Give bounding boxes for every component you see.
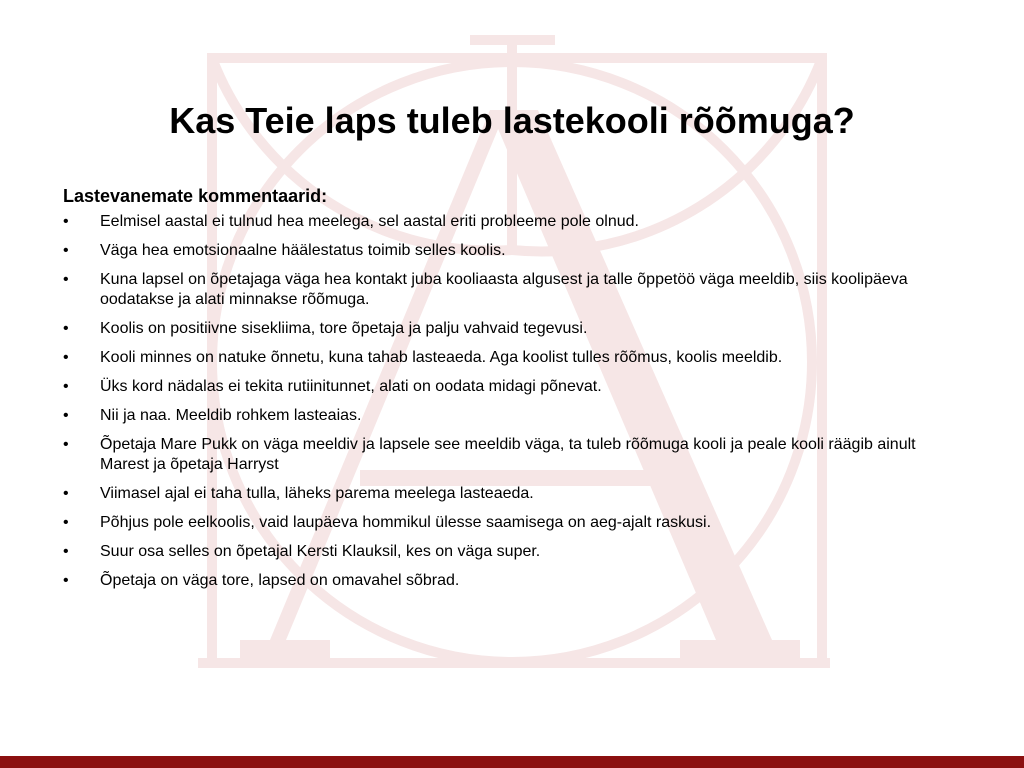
- comment-text: Üks kord nädalas ei tekita rutiinitunnet, alati on oodata midagi põnevat.: [100, 378, 602, 395]
- comment-item: [63, 348, 963, 368]
- comment-text: Viimasel ajal ei taha tulla, läheks parema meelega lasteaeda.: [100, 485, 534, 502]
- comments-subheading: Lastevanemate kommentaarid:: [63, 186, 328, 206]
- comment-item: [63, 435, 963, 475]
- comment-text: Nii ja naa. Meeldib rohkem lasteaias.: [100, 407, 362, 424]
- comment-text: Koolis on positiivne sisekliima, tore õpetaja ja palju vahvaid tegevusi.: [100, 320, 588, 337]
- bullet-icon: •: [63, 349, 69, 366]
- bullet-icon: •: [63, 543, 69, 560]
- slide-title: Kas Teie laps tuleb lastekooli rõõmuga?: [169, 100, 855, 142]
- bullet-icon: •: [63, 378, 69, 395]
- bullet-icon: •: [63, 242, 69, 259]
- comment-text: Põhjus pole eelkoolis, vaid laupäeva hommikul ülesse saamisega on aeg-ajalt raskusi.: [100, 514, 712, 531]
- comment-item: [63, 241, 963, 261]
- comment-text: Kooli minnes on natuke õnnetu, kuna tahab lasteaeda. Aga koolist tulles rõõmus, koolis meeldib.: [100, 349, 783, 366]
- comment-item: [63, 406, 963, 426]
- bullet-icon: •: [63, 514, 69, 531]
- slide-body: [63, 182, 963, 600]
- bullet-icon: •: [63, 485, 69, 502]
- comment-item: [63, 513, 963, 533]
- comment-text: Õpetaja Mare Pukk on väga meeldiv ja lapsele see meeldib väga, ta tuleb rõõmuga kooli ja peale kooli räägib ainult Marest ja õpetaja Harryst: [100, 436, 916, 473]
- comment-text: Suur osa selles on õpetajal Kersti Klauksil, kes on väga super.: [100, 543, 541, 560]
- bullet-icon: •: [63, 320, 69, 337]
- comment-text: Väga hea emotsionaalne häälestatus toimib selles koolis.: [100, 242, 506, 259]
- comment-text: Õpetaja on väga tore, lapsed on omavahel sõbrad.: [100, 572, 460, 589]
- bottom-accent-bar: [0, 756, 1024, 768]
- bullet-icon: •: [63, 407, 69, 424]
- comment-text: Eelmisel aastal ei tulnud hea meelega, sel aastal eriti probleeme pole olnud.: [100, 213, 639, 230]
- bullet-icon: •: [63, 213, 69, 230]
- comment-item: [63, 571, 963, 591]
- comment-item: [63, 484, 963, 504]
- bullet-icon: •: [63, 436, 69, 453]
- comments-list: [63, 212, 963, 591]
- comment-item: [63, 270, 963, 310]
- bullet-icon: •: [63, 572, 69, 589]
- bullet-icon: •: [63, 271, 69, 288]
- comment-item: [63, 212, 963, 232]
- comment-item: [63, 377, 963, 397]
- comment-item: [63, 542, 963, 562]
- comment-text: Kuna lapsel on õpetajaga väga hea kontakt juba kooliaasta algusest ja talle õppetöö väga meeldib, siis koolipäeva oodatakse ja alati minnakse rõõmuga.: [100, 271, 908, 308]
- comment-item: [63, 319, 963, 339]
